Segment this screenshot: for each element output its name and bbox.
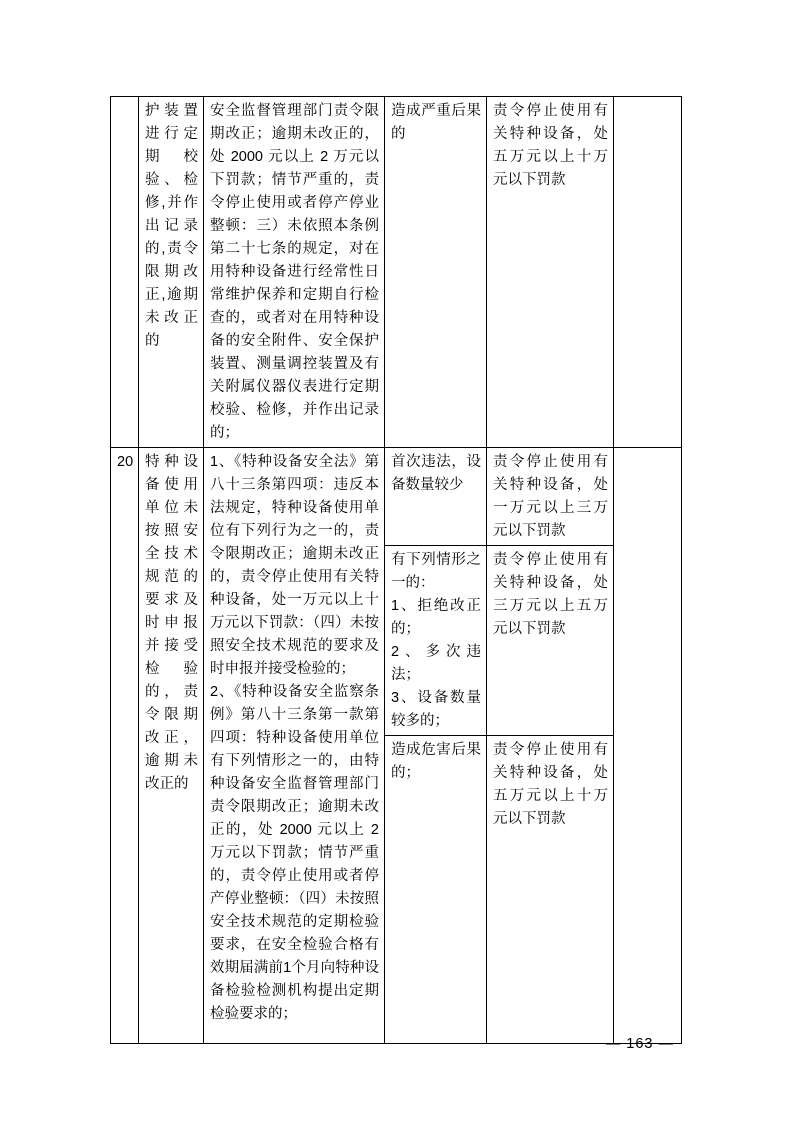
circumstance-cell — [385, 97, 487, 448]
legal-basis-item-2: 2、《特种设备安全监察条例》第八十三条第一款第四项：特种设备使用单位有下列情形之一的，由特种设备安全监督管理部门责令限期改正；逾期未改正的，处 2000 元以上 2 万元以下罚款；情节严重的，责令停止使用或者停产停业整顿：（四）未按照安全技术规范的定期检验要求，在安全检验合格有效期届满前1个月向特种设备检验检测机构提出定期检验要求的； — [210, 684, 379, 1022]
legal-basis-cell — [204, 448, 385, 1044]
violation-cell — [139, 97, 204, 448]
penalty-cell — [487, 736, 614, 1044]
circumstance-intro: 有下列情形之一的： — [391, 552, 481, 591]
row-number: 20 — [117, 454, 134, 470]
violation-text: 特种设备使用单位未按照安全技术规范的要求及时申报并接受检验的，责令限期改正，逾期未改正的 — [145, 454, 198, 792]
circumstance-text: 首次违法，设备数量较少 — [391, 454, 481, 493]
legal-basis-cell — [204, 97, 385, 448]
legal-basis-text: 安全监督管理部门责令限期改正；逾期未改正的，处 2000 元以上 2 万元以下罚款；情节严重的，责令停止使用或者停产停业整顿：三）未依照本条例第二十七条的规定，对在用特种设备进行经常性日常维护保养和定期自行检查的，或者对在用特种设备的安全附件、安全保护装置、测量调控装置及有关附属仪器仪表进行定期校验、检修，并作出记录的； — [210, 103, 379, 441]
seq-cell — [111, 448, 139, 1044]
table-row-19-continued — [111, 97, 682, 448]
penalty-table — [110, 96, 682, 1044]
circumstance-cell — [385, 736, 487, 1044]
penalty-text: 责令停止使用有关特种设备，处五万元以上十万元以下罚款 — [493, 742, 608, 827]
seq-cell — [111, 97, 139, 448]
legal-basis-item-1: 1、《特种设备安全法》第八十三条第四项：违反本法规定，特种设备使用单位有下列行为之一的，责令限期改正；逾期未改正的，责令停止使用有关特种设备，处一万元以上十万元以下罚款：（四）未按照安全技术规范的要求及时申报并接受检验的； — [210, 454, 379, 677]
penalty-cell — [487, 546, 614, 736]
table-row-20-tier-1 — [111, 448, 682, 546]
penalty-text: 责令停止使用有关特种设备，处一万元以上三万元以下罚款 — [493, 454, 608, 539]
violation-text: 护装置进行定期校验、检修,并作出记录的,责令限期改正,逾期未改正的 — [145, 103, 198, 349]
penalty-text: 责令停止使用有关特种设备，处三万元以上五万元以下罚款 — [493, 552, 608, 637]
circumstance-item: 2、多次违法； — [391, 644, 481, 683]
circumstance-item: 1、拒绝改正的； — [391, 598, 481, 637]
page-number: — 163 — — [605, 1036, 674, 1052]
remarks-cell-empty — [614, 97, 682, 448]
penalty-text: 责令停止使用有关特种设备，处五万元以上十万元以下罚款 — [493, 103, 608, 188]
circumstance-cell — [385, 546, 487, 736]
circumstance-text: 造成危害后果的； — [391, 742, 481, 781]
circumstance-item: 3、设备数量较多的； — [391, 690, 481, 729]
remarks-cell-empty — [614, 448, 682, 1044]
circumstance-text: 造成严重后果的 — [391, 103, 481, 142]
circumstance-cell — [385, 448, 487, 546]
penalty-cell — [487, 448, 614, 546]
violation-cell — [139, 448, 204, 1044]
penalty-cell — [487, 97, 614, 448]
